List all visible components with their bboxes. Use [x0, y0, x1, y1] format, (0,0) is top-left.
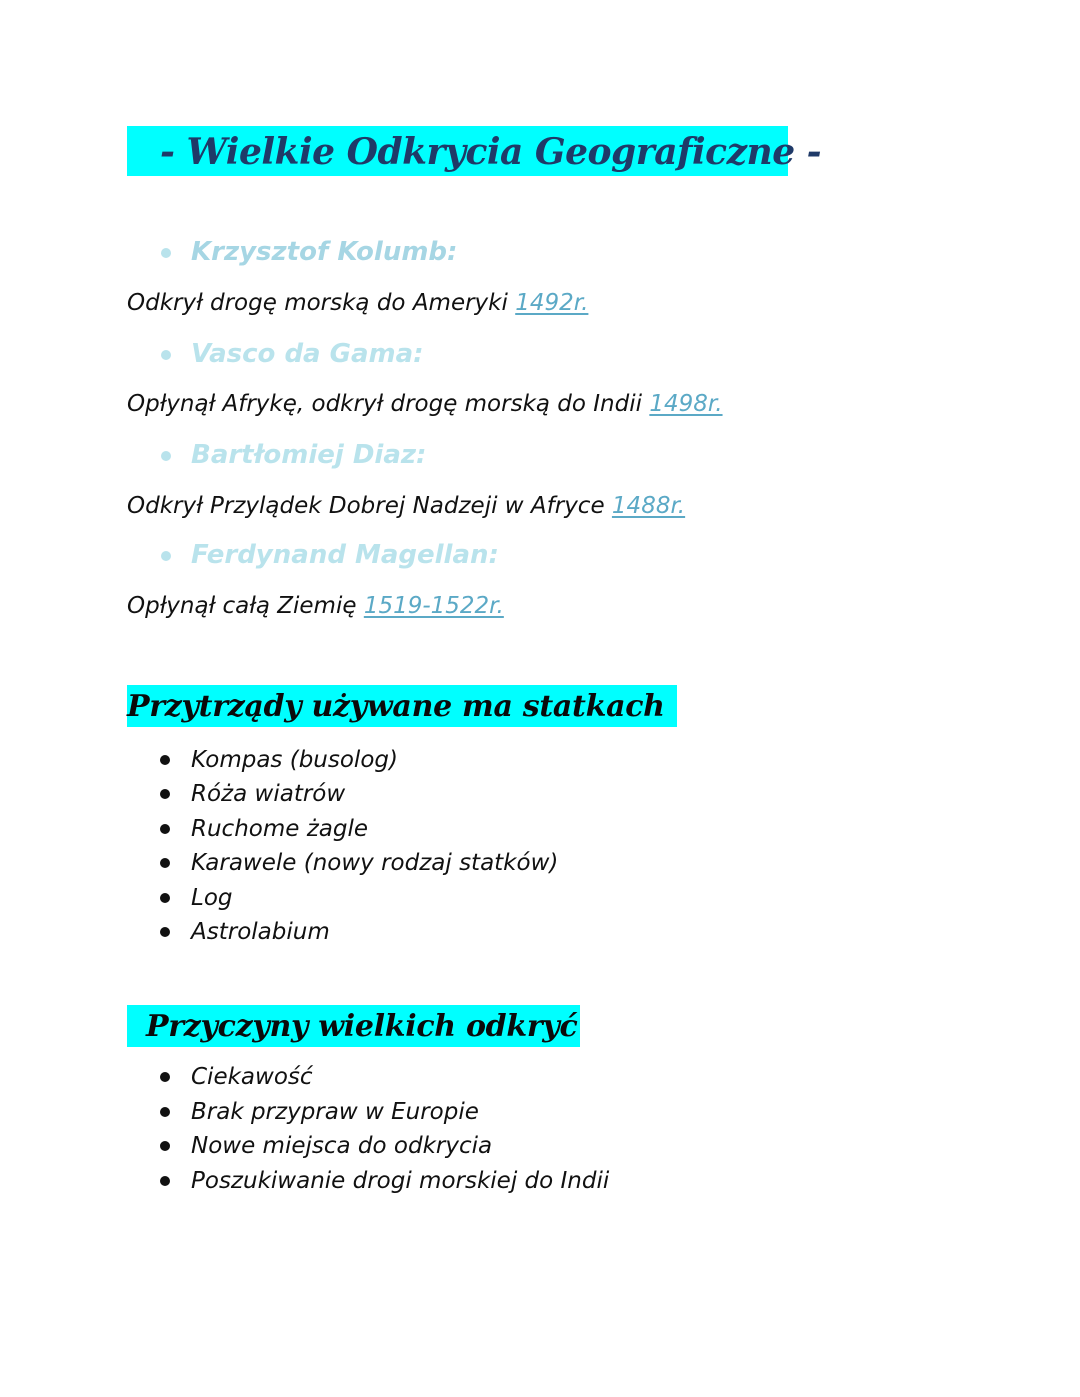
list-item: Log [191, 885, 233, 911]
list-item: Nowe miejsca do odkrycia [191, 1133, 493, 1159]
description-text: Opłynął Afrykę, odkrył drogę morską do Indii [127, 391, 643, 417]
bullet-icon [161, 551, 171, 561]
list-item: Poszukiwanie drogi morskiej do Indii [191, 1168, 610, 1194]
description-text: Odkrył Przylądek Dobrej Nadzeji w Afryce [127, 493, 605, 519]
section-heading-instruments: Przytrządy używane ma statkach [127, 689, 665, 724]
year-link[interactable]: 1498r. [649, 391, 723, 417]
list-item: Ciekawość [191, 1064, 313, 1090]
page-title: - Wielkie Odkrycia Geograficzne - [160, 131, 822, 173]
bullet-icon [160, 1107, 170, 1117]
list-item: Karawele (nowy rodzaj statków) [191, 850, 559, 876]
bullet-icon [160, 1176, 170, 1186]
bullet-icon [160, 858, 170, 868]
explorer-description [127, 286, 588, 320]
bullet-icon [160, 927, 170, 937]
bullet-icon [160, 1072, 170, 1082]
explorer-description [127, 387, 723, 421]
explorer-name-da-gama: Vasco da Gama: [191, 339, 424, 369]
bullet-icon [160, 789, 170, 799]
description-text: Opłynął całą Ziemię [127, 593, 357, 619]
explorer-description [127, 489, 685, 523]
year-link[interactable]: 1488r. [611, 493, 686, 519]
list-item: Ruchome żagle [191, 816, 369, 842]
explorer-name-diaz: Bartłomiej Diaz: [191, 440, 427, 470]
bullet-icon [161, 350, 171, 360]
list-item: Róża wiatrów [191, 781, 346, 807]
section-heading-causes: Przyczyny wielkich odkryć [146, 1009, 578, 1044]
list-item: Brak przypraw w Europie [191, 1099, 479, 1125]
explorer-name-kolumb: Krzysztof Kolumb: [191, 237, 458, 267]
bullet-icon [160, 893, 170, 903]
bullet-icon [160, 755, 170, 765]
bullet-icon [160, 1141, 170, 1151]
year-link[interactable]: 1519-1522r. [363, 593, 504, 619]
bullet-icon [161, 248, 171, 258]
bullet-icon [161, 451, 171, 461]
list-item: Kompas (busolog) [191, 747, 398, 773]
explorer-description [127, 589, 504, 623]
explorer-name-magellan: Ferdynand Magellan: [191, 540, 499, 570]
list-item: Astrolabium [191, 919, 330, 945]
description-text: Odkrył drogę morską do Ameryki [127, 290, 508, 316]
bullet-icon [160, 824, 170, 834]
year-link[interactable]: 1492r. [515, 290, 589, 316]
